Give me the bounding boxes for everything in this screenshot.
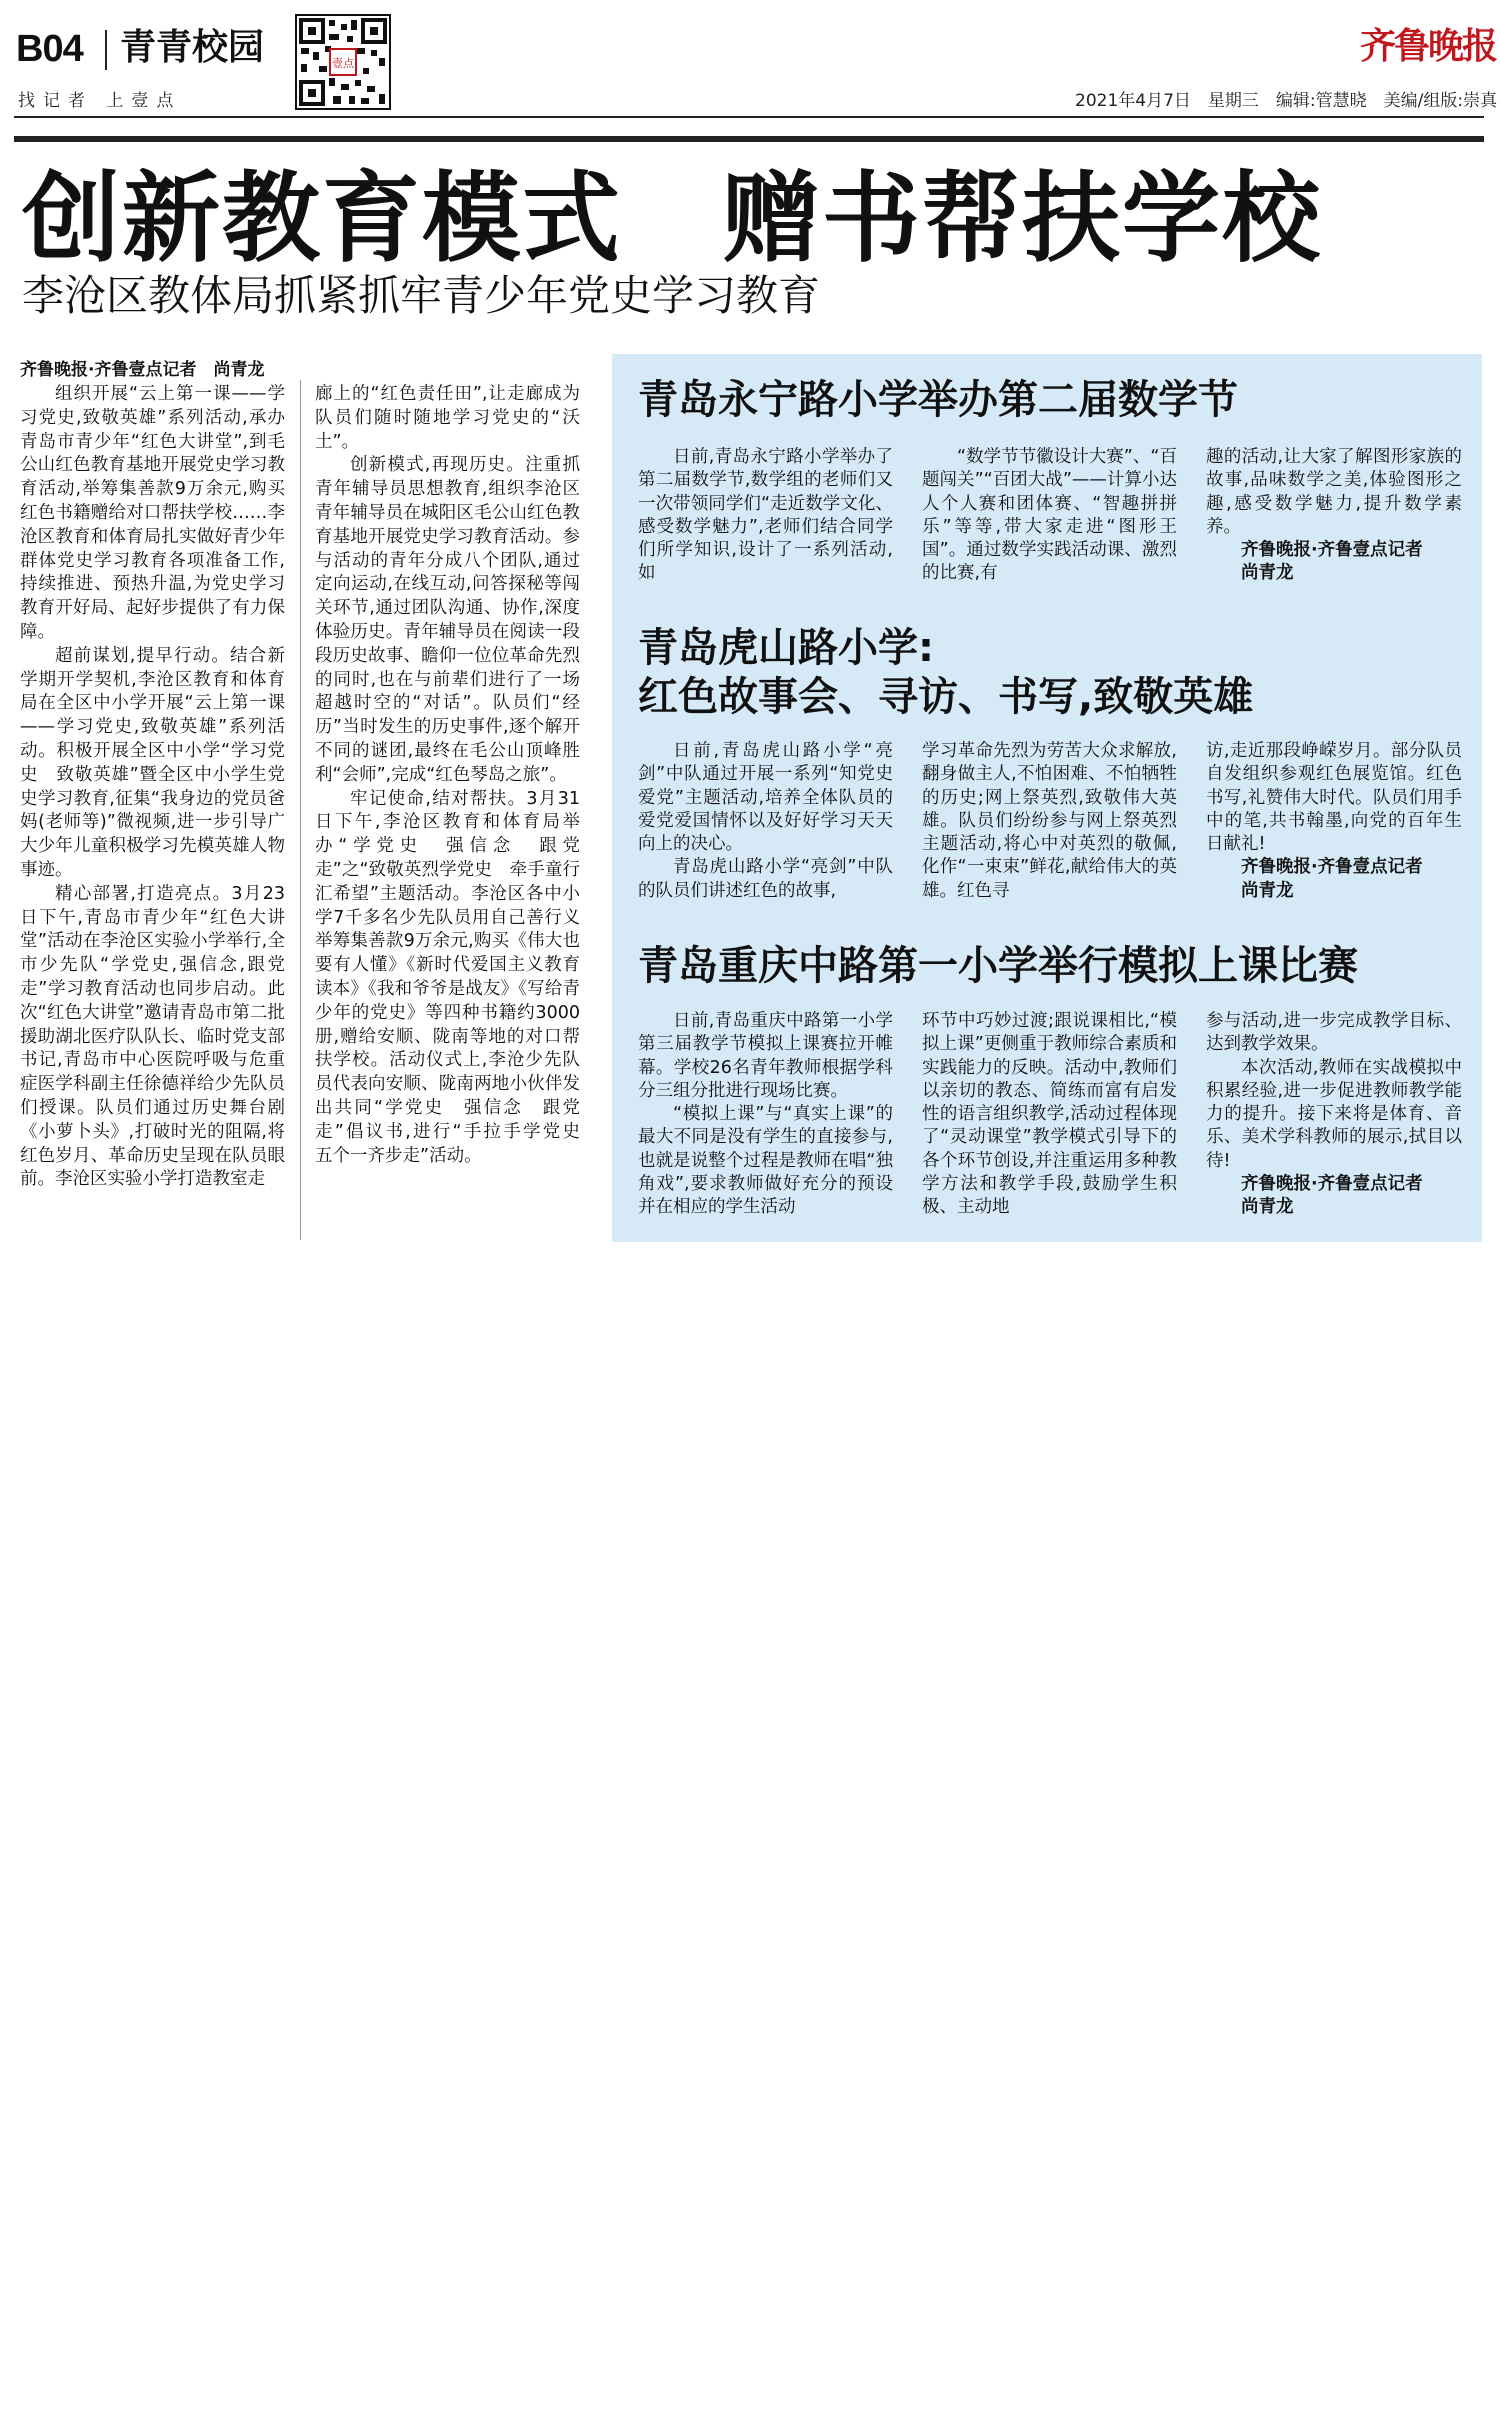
paragraph: “模拟上课”与“真实上课”的最大不同是没有学生的直接参与,也就是说整个过程是教师在唱“独角戏”,要求教师做好充分的预设并在相应的学生活动 xyxy=(638,1104,893,1218)
article-title: 青岛永宁路小学举办第二届数学节 xyxy=(638,377,1238,423)
article-column xyxy=(922,1010,1177,1220)
article-byline: 齐鲁晚报·齐鲁壹点记者 xyxy=(1241,540,1423,561)
article-byline: 齐鲁晚报·齐鲁壹点记者 xyxy=(1241,857,1423,878)
paragraph: “数学节节徽设计大赛”、“百题闯关”“百团大战”——计算小达人个人赛和团体赛、“智趣拼拼乐”等等,带大家走进“图形王国”。通过数学实践活动课、激烈的比赛,有 xyxy=(922,447,1177,584)
paragraph: 学习革命先烈为劳苦大众求解放,翻身做主人,不怕困难、不怕牺牲的历史;网上祭英烈,致敬伟大英雄。队员们纷纷参与网上祭英烈主题活动,将心中对英烈的敬佩,化作“一束束”鲜花,献给伟大的英雄。红色寻 xyxy=(922,741,1177,901)
article-byline-name: 尚青龙 xyxy=(1241,563,1294,584)
article-column xyxy=(1206,446,1462,586)
paragraph: 精心部署,打造亮点。3月23日下午,青岛市青少年“红色大讲堂”活动在李沧区实验小学举行,全市少先队“学党史,强信念,跟党走”学习教育活动也同步启动。此次“红色大讲堂”邀请青岛市第二批援助湖北医疗队队长、临时党支部书记,青岛市中心医院呼吸与危重症医学科副主任徐德祥给少先队员们授课。队员们通过历史舞台剧《小萝卜头》,打破时光的阻隔,将红色岁月、革命历史呈现在队员眼前。李沧区实验小学打造教室走 xyxy=(20,883,285,1190)
article-column xyxy=(922,740,1177,903)
main-article-column-2 xyxy=(315,383,598,1168)
paragraph: 环节中巧妙过渡;跟说课相比,“模拟上课”更侧重于教师综合素质和实践能力的反映。活动中,教师们以亲切的教态、简练而富有启发性的语言组织教学,活动过程体现了“灵动课堂”教学模式引导下的各个环节创设,并注重运用多种教学方法和教学手段,鼓励学生积极、主动地 xyxy=(922,1011,1177,1218)
paragraph: 廊上的“红色责任田”,让走廊成为队员们随时随地学习党史的“沃土”。 xyxy=(315,384,580,452)
article-byline-name: 尚青龙 xyxy=(1241,880,1294,901)
article-title: 青岛重庆中路第一小学举行模拟上课比赛 xyxy=(638,943,1358,989)
section-name: 青青校园 xyxy=(120,27,265,68)
paragraph: 访,走近那段峥嵘岁月。部分队员自发组织参观红色展览馆。红色书写,礼赞伟大时代。队员们用手中的笔,共书翰墨,向党的百年生日献礼! xyxy=(1206,741,1462,855)
header-tagline: 找记者 上壹点 xyxy=(18,91,182,111)
paragraph: 牢记使命,结对帮扶。3月31日下午,李沧区教育和体育局举办“学党史 强信念 跟党走”之“致敬英烈学党史 牵手童行汇希望”主题活动。李沧区各中小学7千多名少先队员用自己善行义举筹集善款9万余元,购买《伟大也要有人懂》《新时代爱国主义教育读本》《我和爷爷是战友》《写给青少年的党史》等四种书籍约3000册,赠给安顺、陇南等地的对口帮扶学校。活动仪式上,李沧少先队员代表向安顺、陇南两地小伙伴发出共同“学党史 强信念 跟党走”倡议书,进行“手拉手学党史 五个一齐步走”活动。 xyxy=(315,788,598,1166)
main-article-column-1 xyxy=(20,383,285,1192)
paragraph: 日前,青岛重庆中路第一小学第三届教学节模拟上课赛拉开帷幕。学校26名青年教师根据学科分三组分批进行现场比赛。 xyxy=(638,1011,893,1101)
article-column xyxy=(638,446,893,586)
article-column xyxy=(638,740,893,903)
qr-code-icon xyxy=(295,14,391,110)
paragraph: 日前,青岛虎山路小学“亮剑”中队通过开展一系列“知党史爱党”主题活动,培养全体队员的爱党爱国情怀以及好好学习天天向上的决心。 xyxy=(638,741,893,855)
main-subheadline: 李沧区教体局抓紧抓牢青少年党史学习教育 xyxy=(22,271,821,320)
article-column xyxy=(1206,1010,1462,1220)
header-dateline: 2021年4月7日 星期三 编辑:管慧晓 美编/组版:崇真 xyxy=(1075,91,1498,111)
paragraph: 组织开展“云上第一课——学习党史,致敬英雄”系列活动,承办青岛市青少年“红色大讲堂”,到毛公山红色教育基地开展党史学习教育活动,举筹集善款9万余元,购买红色书籍赠给对口帮扶学校……李沧区教育和体育局扎实做好青少年群体党史学习教育各项准备工作,持续推进、预热升温,为党史学习教育开好局、起好步提供了有力保障。 xyxy=(20,384,285,642)
article-title-line-2: 红色故事会、寻访、书写,致敬英雄 xyxy=(638,674,1254,720)
paragraph: 超前谋划,提早行动。结合新学期开学契机,李沧区教育和体育局在全区中小学开展“云上第一课——学习党史,致敬英雄”系列活动。积极开展全区中小学“学习党史 致敬英雄”暨全区中小学生党史学习教育,征集“我身边的党员爸妈(老师等)”微视频,进一步引导广大少年儿童积极学习先模英雄人物事迹。 xyxy=(20,645,285,880)
article-byline-name: 尚青龙 xyxy=(1241,1197,1294,1218)
paragraph: 日前,青岛永宁路小学举办了第二届数学节,数学组的老师们又一次带领同学们“走近数学文化、感受数学魅力”,老师们结合同学们所学知识,设计了一系列活动,如 xyxy=(638,447,893,584)
article-column xyxy=(638,1010,893,1220)
article-byline: 齐鲁晚报·齐鲁壹点记者 xyxy=(1241,1174,1423,1195)
header-rule xyxy=(14,116,1484,118)
paragraph: 创新模式,再现历史。注重抓青年辅导员思想教育,组织李沧区青年辅导员在城阳区毛公山红色教育基地开展党史学习教育活动。参与活动的青年分成八个团队,通过定向运动,在线互动,问答探秘等闯关环节,通过团队沟通、协作,深度体验历史。青年辅导员在阅读一段段历史故事、瞻仰一位位革命先烈的同时,也在与前辈们进行了一场超越时空的“对话”。队员们“经历”当时发生的历史事件,逐个解开不同的谜团,最终在毛公山顶峰胜利“会师”,完成“红色琴岛之旅”。 xyxy=(315,455,580,785)
main-headline: 创新教育模式 赠书帮扶学校 xyxy=(22,162,1323,276)
main-byline: 齐鲁晚报·齐鲁壹点记者 尚青龙 xyxy=(20,360,265,380)
header-divider xyxy=(105,30,107,70)
paragraph: 青岛虎山路小学“亮剑”中队的队员们讲述红色的故事, xyxy=(638,857,893,901)
article-column xyxy=(922,446,1177,586)
paragraph: 参与活动,进一步完成教学目标、达到教学效果。 xyxy=(1206,1011,1462,1055)
qr-label: 壹点 xyxy=(332,57,354,70)
header-rule-thick xyxy=(14,136,1484,142)
column-divider xyxy=(300,380,301,1240)
paragraph: 趣的活动,让大家了解图形家族的故事,品味数学之美,体验图形之趣,感受数学魅力,提升数学素养。 xyxy=(1206,447,1462,537)
article-column xyxy=(1206,740,1462,903)
page-number: B04 xyxy=(16,28,83,70)
masthead-logo: 齐鲁晚报 xyxy=(1360,25,1497,67)
news-brief-panel xyxy=(612,354,1482,1242)
article-title: 青岛虎山路小学: xyxy=(638,625,934,671)
paragraph: 本次活动,教师在实战模拟中积累经验,进一步促进教师教学能力的提升。接下来将是体育、音乐、美术学科教师的展示,拭目以待! xyxy=(1206,1057,1462,1171)
